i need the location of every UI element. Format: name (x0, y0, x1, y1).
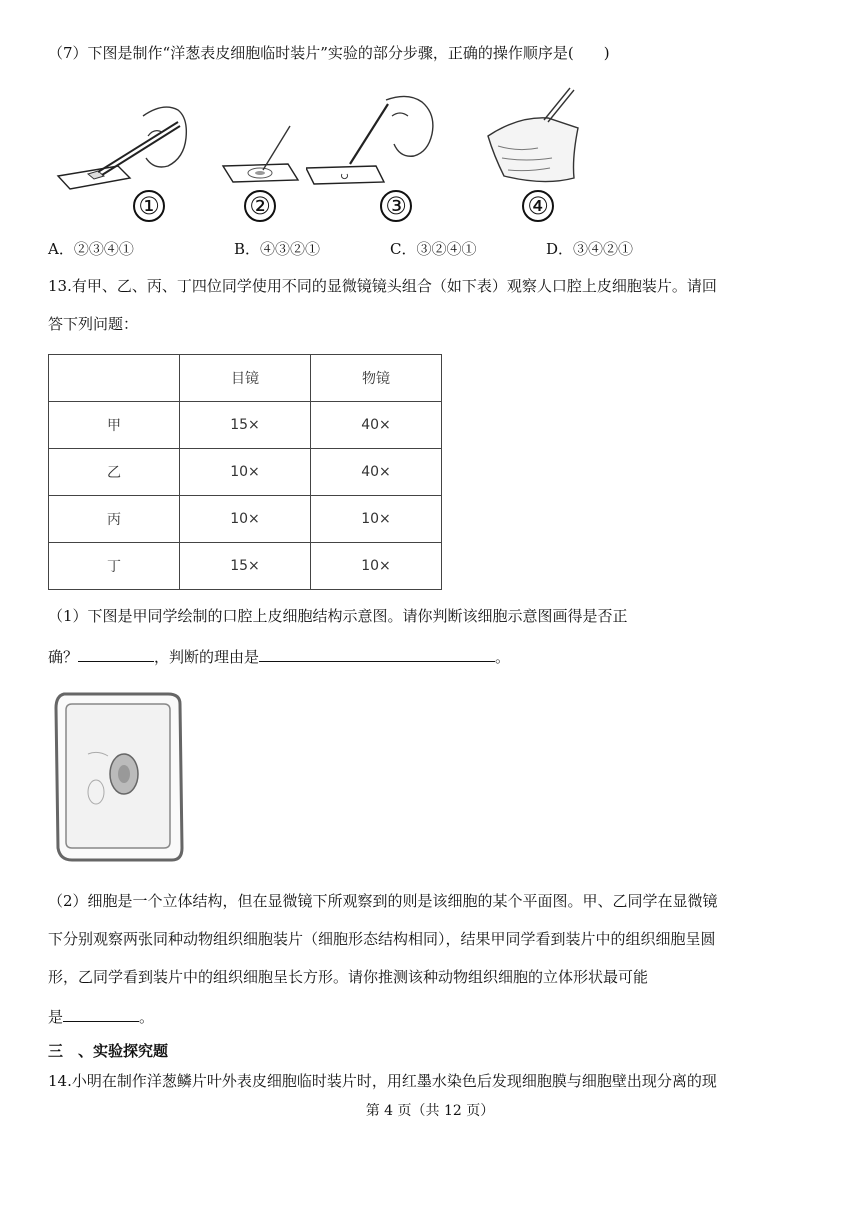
table-header-cell: 目镜 (180, 355, 311, 402)
table-cell: 10× (311, 543, 442, 590)
table-row (49, 543, 442, 590)
table-cell: 40× (311, 449, 442, 496)
option-d: D．③④②① (546, 240, 634, 258)
table-cell: 40× (311, 402, 442, 449)
table-row (49, 449, 442, 496)
tweezers-slide-figure (48, 86, 188, 196)
q13-sub2-line3: 形，乙同学看到装片中的组织细胞呈长方形。请你推测该种动物组织细胞的立体形状最可能 (48, 968, 649, 986)
answer-blank-2[interactable] (259, 645, 495, 662)
table-cell: 丙 (49, 496, 180, 543)
q13-stem-line2: 答下列问题： (48, 315, 139, 333)
table-cell: 10× (311, 496, 442, 543)
cell-sketch-figure (52, 688, 184, 866)
q13-stem-line1: 13.有甲、乙、丙、丁四位同学使用不同的显微镜镜头组合（如下表）观察人口腔上皮细胞装片。请回 (48, 277, 717, 295)
q13-sub2-line1: （2）细胞是一个立体结构，但在显微镜下所观察到的则是该细胞的某个平面图。甲、乙同学在显微镜 (48, 892, 718, 910)
table-cell: 乙 (49, 449, 180, 496)
dropper-slide-figure (306, 86, 476, 196)
q13-sub1-line1: （1）下图是甲同学绘制的口腔上皮细胞结构示意图。请你判断该细胞示意图画得是否正 (48, 607, 628, 625)
figure-label-2: ② (244, 190, 276, 222)
table-row (49, 496, 442, 543)
sub1-end: 。 (495, 648, 511, 666)
q7-stem: （7）下图是制作“洋葱表皮细胞临时装片”实验的部分步骤，正确的操作顺序是( ) (48, 44, 610, 62)
table-header-row (49, 355, 442, 402)
table-cell: 15× (180, 543, 311, 590)
table-cell: 丁 (49, 543, 180, 590)
option-c: C．③②④① (390, 240, 477, 258)
section-title: 三 、实验探究题 (48, 1042, 169, 1060)
table-cell: 10× (180, 496, 311, 543)
table-header-cell (49, 355, 180, 402)
option-a: A．②③④① (48, 240, 134, 258)
option-b: B．④③②① (234, 240, 321, 258)
page-footer: 第 4 页（共 12 页） (365, 1103, 495, 1119)
table-cell: 15× (180, 402, 311, 449)
q7-figures (48, 86, 608, 226)
table-row (49, 402, 442, 449)
q13-sub2-line2: 下分别观察两张同种动物组织细胞装片（细胞形态结构相同），结果甲同学看到装片中的组织细胞呈圆 (48, 930, 716, 948)
table-cell: 10× (180, 449, 311, 496)
drop-slide-figure (218, 86, 308, 196)
answer-blank-1[interactable] (78, 645, 154, 662)
q13-sub1-line2 (48, 645, 510, 668)
figure-label-1: ① (133, 190, 165, 222)
answer-blank-3[interactable] (63, 1005, 139, 1022)
sub2-end: 。 (139, 1008, 155, 1026)
table-header-cell: 物镜 (311, 355, 442, 402)
figure-label-3: ③ (380, 190, 412, 222)
onion-epidermis-figure (478, 86, 588, 196)
table-cell: 甲 (49, 402, 180, 449)
q14-stem-line1: 14.小明在制作洋葱鳞片叶外表皮细胞临时装片时，用红墨水染色后发现细胞膜与细胞壁出现分离的现 (48, 1072, 717, 1090)
figure-label-4: ④ (522, 190, 554, 222)
sub2-prefix: 是 (48, 1008, 64, 1026)
sub1-middle: ，判断的理由是 (154, 648, 260, 666)
lens-table (48, 354, 442, 590)
q13-sub2-line4 (48, 1005, 154, 1028)
sub1-prefix: 确？ (48, 648, 79, 666)
